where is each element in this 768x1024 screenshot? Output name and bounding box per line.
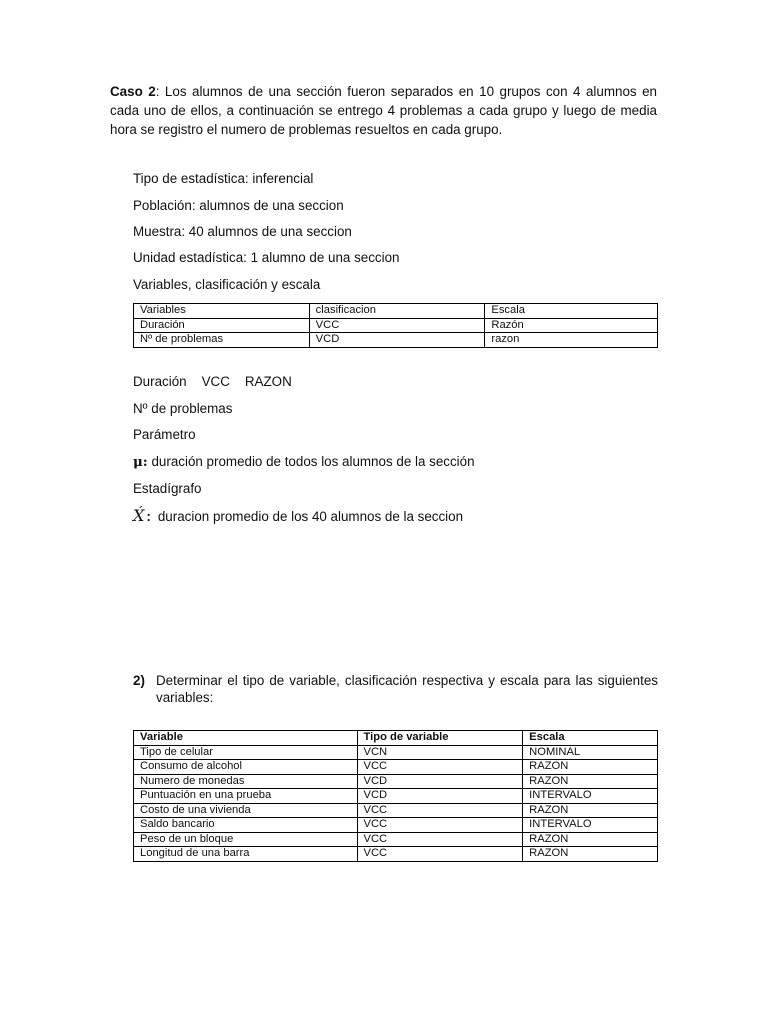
table-cell: Variables [134, 304, 310, 319]
table-row [134, 803, 658, 818]
table-cell: clasificacion [309, 304, 485, 319]
table-row [134, 847, 658, 862]
mu-line [133, 454, 475, 470]
table-cell: Peso de un bloque [134, 832, 358, 847]
table-row [134, 818, 658, 833]
table-header-cell: Tipo de variable [357, 731, 523, 746]
table-row [134, 318, 658, 333]
table-cell: VCC [357, 818, 523, 833]
duracion-razon: RAZON [244, 374, 292, 389]
table-cell: Consumo de alcohol [134, 760, 358, 775]
table-cell: RAZON [523, 847, 658, 862]
table-cell: Costo de una vivienda [134, 803, 358, 818]
xbar-text: duracion promedio de los 40 alumnos de la seccion [157, 509, 464, 524]
table-cell: Puntuación en una prueba [134, 789, 358, 804]
caso-paragraph [110, 82, 657, 139]
question-2 [133, 672, 658, 706]
table-cell: VCD [309, 333, 485, 348]
table-row [134, 789, 658, 804]
table-cell: VCC [357, 832, 523, 847]
table-cell: VCN [357, 745, 523, 760]
question-text: Determinar el tipo de variable, clasificación respectiva y escala para las siguientes variables: [156, 673, 658, 705]
table-header-row [134, 304, 658, 319]
table-cell: VCC [309, 318, 485, 333]
table-cell: VCC [357, 847, 523, 862]
table-cell: Nº de problemas [134, 333, 310, 348]
variables-heading: Variables, clasificación y escala [133, 277, 321, 292]
duracion-line [133, 374, 292, 389]
table-row [134, 333, 658, 348]
table-cell: INTERVALO [523, 818, 658, 833]
caso-text: : Los alumnos de una sección fueron separados en 10 grupos con 4 alumnos en cada uno de ellos, a continuación se entrego 4 problemas a cada grupo y luego de media hora se registro el numero de problemas resueltos en cada grupo. [110, 84, 657, 137]
table-cell: Saldo bancario [134, 818, 358, 833]
table-cell: VCC [357, 803, 523, 818]
estadigrafo-label: Estadígrafo [133, 481, 202, 496]
table-cell: Longitud de una barra [134, 847, 358, 862]
table-cell: razon [485, 333, 658, 348]
mu-text: duración promedio de todos los alumnos de la sección [147, 454, 475, 469]
table-row [134, 774, 658, 789]
mu-symbol: μ: [133, 454, 148, 470]
classification-table [133, 730, 658, 862]
table-cell: Tipo de celular [134, 745, 358, 760]
table-row [134, 832, 658, 847]
table-cell: Escala [485, 304, 658, 319]
nproblemas-line: Nº de problemas [133, 401, 233, 416]
poblacion: Población: alumnos de una seccion [133, 198, 344, 213]
table-cell: RAZON [523, 774, 658, 789]
parametro-label: Parámetro [133, 427, 196, 442]
table-cell: RAZON [523, 803, 658, 818]
tipo-estadistica: Tipo de estadística: inferencial [133, 171, 314, 186]
question-number: 2) [133, 673, 145, 688]
table-header-cell: Escala [523, 731, 658, 746]
table-header-cell: Variable [134, 731, 358, 746]
table-cell: NOMINAL [523, 745, 658, 760]
table-cell: INTERVALO [523, 789, 658, 804]
duracion-vcc: VCC [201, 374, 230, 389]
muestra: Muestra: 40 alumnos de una seccion [133, 224, 352, 239]
table-cell: Razón [485, 318, 658, 333]
unidad-estadistica: Unidad estadística: 1 alumno de una seccion [133, 250, 400, 265]
variables-table [133, 303, 658, 348]
xbar-line [133, 506, 463, 525]
table-cell: VCC [357, 760, 523, 775]
table-row [134, 760, 658, 775]
duracion-label: Duración [133, 374, 187, 389]
table-cell: VCD [357, 789, 523, 804]
table-cell: Duración [134, 318, 310, 333]
table-cell: VCD [357, 774, 523, 789]
caso-label: Caso 2 [110, 84, 156, 99]
xbar-symbol: X́ [133, 506, 145, 525]
table-row [134, 745, 658, 760]
xbar-colon: : [146, 509, 151, 524]
table-header-row [134, 731, 658, 746]
table-cell: RAZON [523, 832, 658, 847]
table-cell: RAZON [523, 760, 658, 775]
table-cell: Numero de monedas [134, 774, 358, 789]
